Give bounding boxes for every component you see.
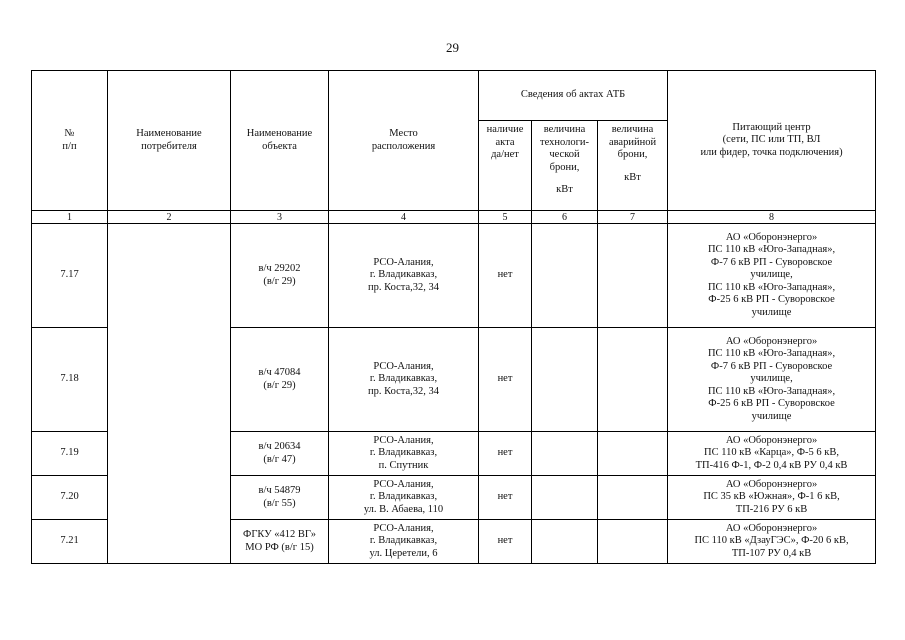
header-location: Место расположения — [329, 71, 479, 211]
row-number: 7.21 — [32, 520, 108, 564]
header-presence-line: да/нет — [491, 149, 519, 160]
location-cell: РСО-Алания, г. Владикавказ, ул. В. Абаева, 110 — [329, 476, 479, 520]
object-cell: ФГКУ «412 ВГ» МО РФ (в/г 15) — [231, 520, 329, 564]
emerg-cell — [598, 476, 668, 520]
location-cell: РСО-Алания, г. Владикавказ, п. Спутник — [329, 432, 479, 476]
column-numbers-row — [32, 211, 876, 224]
header-emerg-line: аварийной — [608, 136, 657, 148]
header-emerg — [598, 121, 668, 211]
consumer-cell — [108, 224, 231, 564]
location-cell: РСО-Алания, г. Владикавказ, пр. Коста,32, 34 — [329, 224, 479, 328]
header-feed-line: или фидер, точка подключения) — [700, 146, 843, 158]
header-feed-line: Питающий центр — [732, 121, 811, 133]
header-tech-unit: кВт — [556, 184, 573, 195]
column-number: 1 — [32, 211, 108, 224]
presence-cell: нет — [479, 520, 532, 564]
header-feed — [668, 71, 876, 211]
object-cell: в/ч 54879 (в/г 55) — [231, 476, 329, 520]
emerg-cell — [598, 224, 668, 328]
header-object: Наименование объекта — [231, 71, 329, 211]
tech-cell — [532, 476, 598, 520]
row-number: 7.19 — [32, 432, 108, 476]
location-cell: РСО-Алания, г. Владикавказ, пр. Коста,32, 34 — [329, 328, 479, 432]
feed-cell: АО «Оборонэнерго» ПС 110 кВ «ДзауГЭС», Ф-20 6 кВ, ТП-107 РУ 0,4 кВ — [668, 520, 876, 564]
tech-cell — [532, 328, 598, 432]
header-presence-line: наличие — [486, 124, 524, 135]
column-number: 6 — [532, 211, 598, 224]
row-number: 7.18 — [32, 328, 108, 432]
row-number: 7.20 — [32, 476, 108, 520]
header-num: № п/п — [32, 71, 108, 211]
header-emerg-unit: кВт — [624, 171, 641, 183]
emerg-cell — [598, 520, 668, 564]
tech-cell — [532, 224, 598, 328]
emerg-cell — [598, 432, 668, 476]
header-tech — [532, 121, 598, 211]
presence-cell: нет — [479, 432, 532, 476]
header-tech-line: технологи- — [539, 136, 589, 148]
emerg-cell — [598, 328, 668, 432]
feed-cell: АО «Оборонэнерго» ПС 35 кВ «Южная», Ф-1 6 кВ, ТП-216 РУ 6 кВ — [668, 476, 876, 520]
column-number: 2 — [108, 211, 231, 224]
column-number: 4 — [329, 211, 479, 224]
header-feed-line: (сети, ПС или ТП, ВЛ — [722, 134, 821, 146]
column-number: 7 — [598, 211, 668, 224]
column-number: 3 — [231, 211, 329, 224]
column-number: 8 — [668, 211, 876, 224]
atb-table — [31, 70, 876, 564]
tech-cell — [532, 520, 598, 564]
header-emerg-line: брони, — [617, 149, 648, 160]
header-presence-line: акта — [495, 136, 515, 148]
presence-cell: нет — [479, 224, 532, 328]
location-cell: РСО-Алания, г. Владикавказ, ул. Церетели, 6 — [329, 520, 479, 564]
header-tech-line: ческой — [549, 149, 580, 160]
object-cell: в/ч 47084 (в/г 29) — [231, 328, 329, 432]
table-row — [32, 224, 876, 328]
object-cell: в/ч 20634 (в/г 47) — [231, 432, 329, 476]
feed-cell: АО «Оборонэнерго» ПС 110 кВ «Юго-Западная», Ф-7 6 кВ РП - Суворовское училище, ПС 110 кВ «Юго-Западная», Ф-25 6 кВ РП - Суворовское училище — [668, 224, 876, 328]
row-number: 7.17 — [32, 224, 108, 328]
tech-cell — [532, 432, 598, 476]
page-number: 29 — [446, 40, 459, 55]
feed-cell: АО «Оборонэнерго» ПС 110 кВ «Карца», Ф-5 6 кВ, ТП-416 Ф-1, Ф-2 0,4 кВ РУ 0,4 кВ — [668, 432, 876, 476]
feed-cell: АО «Оборонэнерго» ПС 110 кВ «Юго-Западная», Ф-7 6 кВ РП - Суворовское училище, ПС 110 кВ «Юго-Западная», Ф-25 6 кВ РП - Суворовское училище — [668, 328, 876, 432]
header-tech-line: величина — [543, 124, 586, 135]
header-atb-group: Сведения об актах АТБ — [479, 71, 668, 121]
object-cell: в/ч 29202 (в/г 29) — [231, 224, 329, 328]
presence-cell: нет — [479, 328, 532, 432]
header-consumer: Наименование потребителя — [108, 71, 231, 211]
header-tech-line: брони, — [549, 161, 580, 173]
header-presence — [479, 121, 532, 211]
presence-cell: нет — [479, 476, 532, 520]
header-emerg-line: величина — [611, 124, 654, 135]
column-number: 5 — [479, 211, 532, 224]
